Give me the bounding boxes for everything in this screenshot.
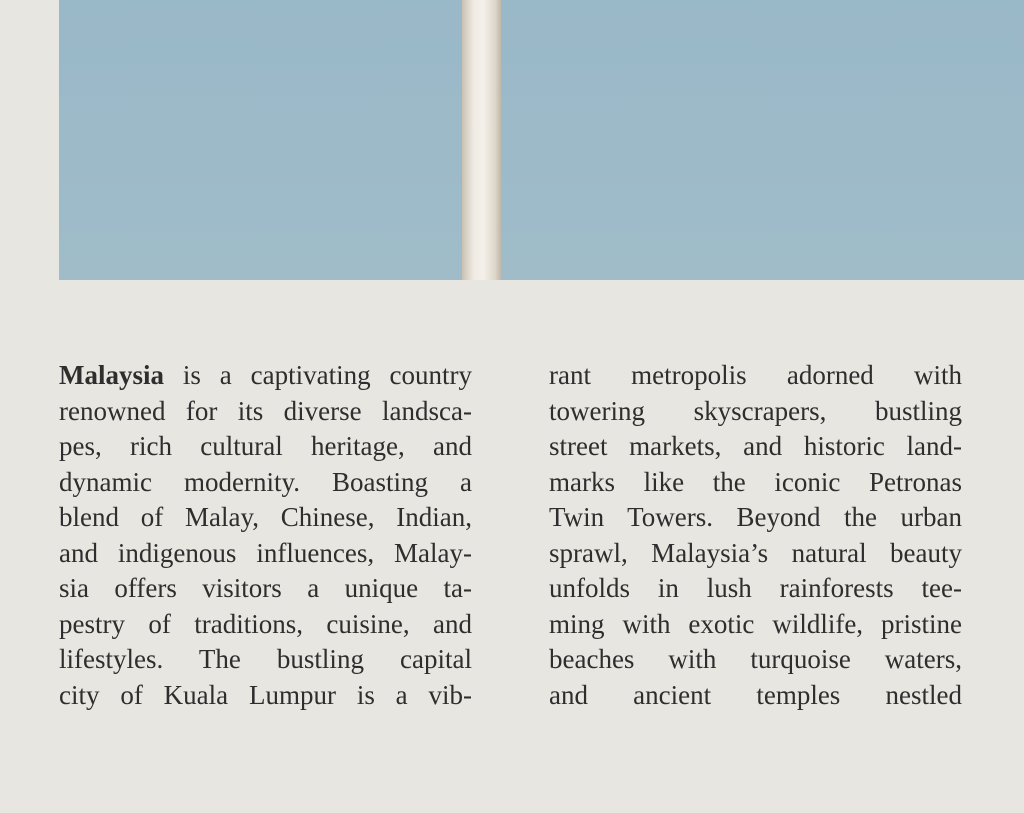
- hero-photo: [59, 0, 1024, 280]
- paragraph-line: Twin Towers. Beyond the urban: [549, 502, 962, 532]
- lead-word: Malaysia: [59, 360, 164, 390]
- paragraph-line: dynamic modernity. Boasting a: [59, 466, 472, 497]
- paragraph-line: blend of Malay, Chinese, Indian,: [59, 502, 472, 532]
- paragraph-line: and indigenous influences, Malay-: [59, 537, 472, 568]
- paragraph-line: ming with exotic wildlife, pristine: [549, 608, 962, 639]
- paragraph-line: unfolds in lush rainforests tee-: [549, 573, 962, 603]
- paragraph-line: rant metropolis adorned with: [549, 360, 962, 390]
- paragraph-line: and ancient temples nestled: [549, 679, 962, 710]
- article-column-right: [549, 358, 962, 713]
- tower-pole-image: [462, 0, 501, 280]
- paragraph-line: [59, 358, 472, 394]
- first-line-text: is a captivating country: [164, 360, 472, 390]
- paragraph-line: lifestyles. The bustling capital: [59, 644, 472, 674]
- article-column-left: [59, 358, 472, 713]
- paragraph-line: city of Kuala Lumpur is a vib-: [59, 679, 472, 710]
- paragraph-line: pestry of traditions, cuisine, and: [59, 608, 472, 639]
- paragraph-line: sia offers visitors a unique ta-: [59, 573, 472, 603]
- paragraph-line: towering skyscrapers, bustling: [549, 395, 962, 426]
- paragraph-line: marks like the iconic Petronas: [549, 466, 962, 497]
- paragraph-line: pes, rich cultural heritage, and: [59, 431, 472, 461]
- paragraph-line: beaches with turquoise waters,: [549, 644, 962, 674]
- paragraph-line: renowned for its diverse landsca-: [59, 395, 472, 426]
- paragraph-line: sprawl, Malaysia’s natural beauty: [549, 537, 962, 568]
- paragraph-line: street markets, and historic land-: [549, 431, 962, 461]
